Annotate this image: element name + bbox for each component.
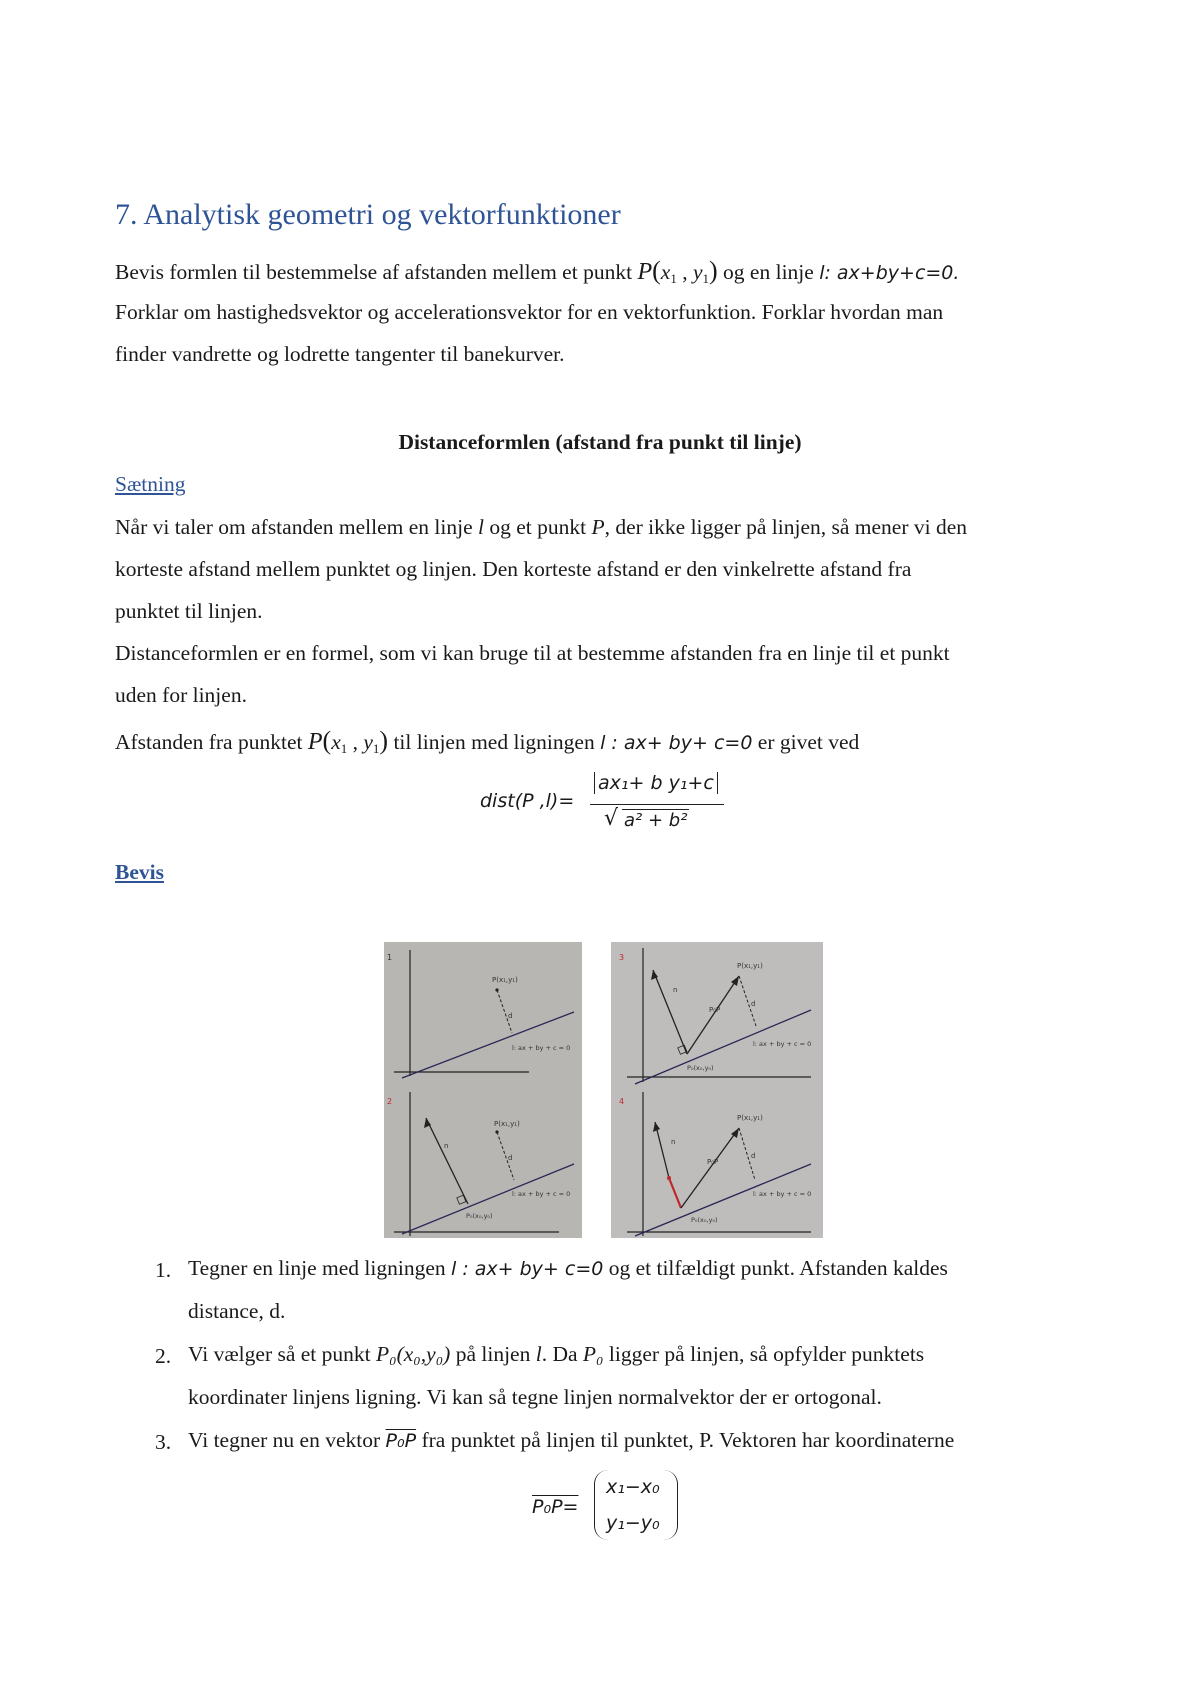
- vector-eq-bottom: y₁−y₀: [606, 1512, 660, 1534]
- step-text: Tegner en linje med ligningen: [188, 1256, 451, 1280]
- line-label: l: ax + by + c = 0: [512, 1044, 571, 1052]
- intro-line-1: Bevis formlen til bestemmelse af afstanden mellem et punkt $P(x_1$ , $y_1$) og en linje l: ax+by+c=0.: [115, 256, 960, 286]
- d-label: d: [508, 1012, 513, 1020]
- step-text: ligger på linjen, så opfylder punktets: [603, 1342, 925, 1366]
- vector-eq-top: x₁−x₀: [606, 1476, 660, 1498]
- body-text: Afstanden fra punktet: [115, 730, 308, 754]
- figure-svg-right: [611, 942, 823, 1238]
- step-1-line-2: distance, d.: [188, 1299, 286, 1323]
- d-label: d: [508, 1154, 513, 1162]
- body-line-4: Distanceformlen er en formel, som vi kan bruge til at bestemme afstanden fra en linje til et punkt: [115, 641, 950, 665]
- intro-line-2: Forklar om hastighedsvektor og accelerationsvektor for en vektorfunktion. Forklar hvordan man: [115, 300, 944, 324]
- step-text: fra punktet på linjen til punktet, P. Vektoren har koordinaterne: [416, 1428, 955, 1452]
- line-equation: l : ax+ by+ c=0: [600, 732, 753, 754]
- step-1-line-1: [188, 1258, 948, 1280]
- step-text: Vi tegner nu en vektor: [188, 1428, 386, 1452]
- bevis-link[interactable]: Bevis: [115, 860, 164, 884]
- body-text: Når vi taler om afstanden mellem en linje: [115, 515, 478, 539]
- intro-line-3: finder vandrette og lodrette tangenter til banekurver.: [115, 342, 565, 366]
- intro-text: Bevis formlen til bestemmelse af afstanden mellem et punkt: [115, 260, 638, 284]
- panel-number: 4: [619, 1097, 625, 1106]
- vector-p0p: P₀P: [385, 1430, 417, 1452]
- point-p0: P₀(x₀,y₀): [376, 1342, 451, 1366]
- body-line-5: uden for linjen.: [115, 683, 247, 707]
- comma: ,: [676, 260, 693, 284]
- sqrt-icon: √: [604, 806, 619, 831]
- d-label: d: [751, 1000, 756, 1008]
- point-label: P(x₁,y₁): [737, 1114, 763, 1122]
- body-line-6: Afstanden fra punktet $P(x_1$ , $y_1$) til linjen med ligningen l : ax+ by+ c=0 er givet ved: [115, 726, 860, 756]
- step-number: 3.: [155, 1430, 172, 1454]
- radicand: a² + b²: [624, 810, 688, 831]
- point-label: P(x₁,y₁): [492, 976, 518, 984]
- step-number: 2.: [155, 1344, 172, 1368]
- x-symbol: x: [331, 730, 341, 754]
- body-line-1: [115, 517, 967, 539]
- n-label: n: [444, 1142, 449, 1150]
- subscript: 1: [670, 271, 677, 286]
- foot-label: P₀(x₀,y₀): [687, 1064, 714, 1072]
- point-symbol: P: [307, 729, 323, 755]
- point-symbol: P: [637, 259, 653, 285]
- subscript: 1: [372, 741, 380, 756]
- body-line-3: punktet til linjen.: [115, 599, 263, 623]
- page-title: 7. Analytisk geometri og vektorfunktioner: [115, 198, 621, 231]
- line-symbol: l: [477, 515, 484, 539]
- vector-eq-lhs: P₀P=: [532, 1496, 579, 1518]
- section-title: Distanceformlen (afstand fra punkt til linje): [398, 430, 802, 454]
- saetning-link[interactable]: Sætning: [115, 472, 186, 496]
- vector-label: P₀P: [709, 1006, 721, 1014]
- line-equation: l: ax+by+c=0.: [819, 262, 960, 284]
- figure-panels-3-4: [611, 942, 823, 1238]
- line-symbol: l: [535, 1342, 542, 1366]
- panel-number: 2: [387, 1097, 393, 1106]
- panel-number: 1: [387, 953, 393, 962]
- line-label: l: ax + by + c = 0: [753, 1190, 812, 1198]
- step-text: . Da: [541, 1342, 583, 1366]
- d-label: d: [751, 1152, 756, 1160]
- step-2-line-2: koordinater linjens ligning. Vi kan så tegne linjen normalvektor der er ortogonal.: [188, 1385, 882, 1409]
- subscript: 1: [340, 741, 348, 756]
- foot-label: P₀(x₀,y₀): [691, 1216, 718, 1224]
- point-symbol: P: [591, 515, 605, 539]
- n-label: n: [671, 1138, 676, 1146]
- x-symbol: x: [660, 260, 671, 284]
- subscript: 1: [702, 271, 709, 286]
- step-number: 1.: [155, 1258, 172, 1282]
- intro-text: og en linje: [717, 260, 820, 284]
- step-2-line-1: [188, 1344, 924, 1366]
- figure-panels-1-2: [384, 942, 582, 1238]
- distance-formula-lhs: dist(P ,l)=: [480, 790, 575, 812]
- body-text: er givet ved: [752, 730, 860, 754]
- line-label: l: ax + by + c = 0: [512, 1190, 571, 1198]
- point-label: P(x₁,y₁): [737, 962, 763, 970]
- distance-formula-denominator: [604, 806, 689, 831]
- comma: ,: [347, 730, 364, 754]
- projection-tip: [667, 1176, 671, 1180]
- y-symbol: y: [363, 730, 373, 754]
- body-line-2: korteste afstand mellem punktet og linjen. Den korteste afstand er den vinkelrette afstand fra: [115, 557, 912, 581]
- step-3-line-1: [188, 1430, 954, 1452]
- point-label: P(x₁,y₁): [494, 1120, 520, 1128]
- n-label: n: [673, 986, 678, 994]
- body-text: til linjen med ligningen: [388, 730, 601, 754]
- line-equation: l : ax+ by+ c=0: [451, 1258, 604, 1280]
- distance-formula-numerator: ax₁+ b y₁+c: [594, 772, 718, 794]
- panel-number: 3: [619, 953, 625, 962]
- fraction-bar: [590, 804, 724, 805]
- line-label: l: ax + by + c = 0: [753, 1040, 812, 1048]
- step-text: og et tilfældigt punkt. Afstanden kaldes: [603, 1256, 948, 1280]
- step-text: Vi vælger så et punkt: [188, 1342, 376, 1366]
- foot-label: P₀(x₀,y₀): [466, 1212, 493, 1220]
- figure-svg-left: [384, 942, 582, 1238]
- step-text: på linjen: [450, 1342, 536, 1366]
- vector-label: P₀P: [707, 1158, 719, 1166]
- point-p0: P₀: [582, 1342, 604, 1366]
- y-symbol: y: [692, 260, 703, 284]
- body-text: og et punkt: [483, 515, 592, 539]
- body-text: , der ikke ligger på linjen, så mener vi den: [604, 515, 968, 539]
